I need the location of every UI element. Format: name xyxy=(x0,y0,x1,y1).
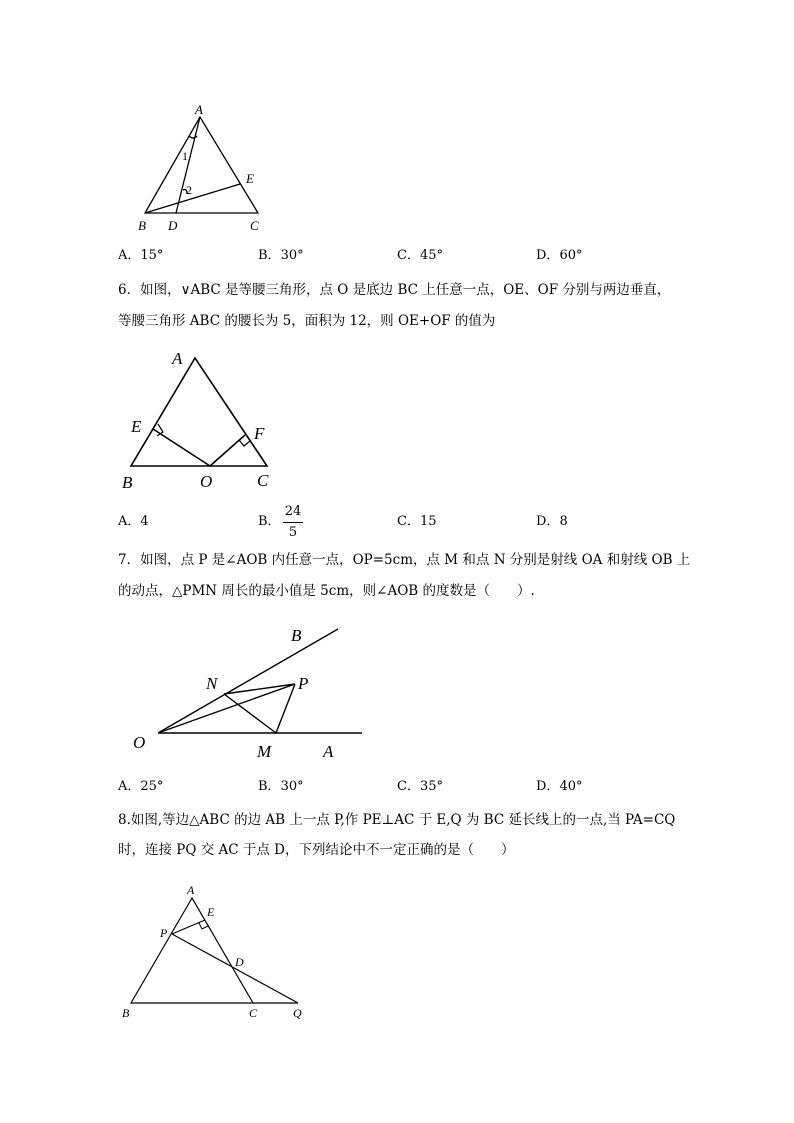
q6-label-a: A xyxy=(172,349,183,368)
q5-label-a: A xyxy=(195,102,203,117)
q6-option-d: D．8 xyxy=(536,514,568,529)
q6-stem-line1: 6．如图，∨ABC 是等腰三角形，点 O 是底边 BC 上任意一点，OE、OF 分别与两边垂直， xyxy=(118,282,671,298)
q7-stem-line2: 的动点，△PMN 周长的最小值是 5cm，则∠AOB 的度数是（ ）. xyxy=(118,583,535,599)
q7-option-b: B．30° xyxy=(258,779,304,794)
q6-option-b-numerator: 24 xyxy=(283,504,303,523)
q7-label-p: P xyxy=(298,674,309,693)
q5-label-c: C xyxy=(250,218,259,233)
q8-stem-line2: 时，连接 PQ 交 AC 于点 D，下列结论中不一定正确的是（ ） xyxy=(118,842,515,858)
q5-option-d: D．60° xyxy=(536,248,583,263)
q8-label-p: P xyxy=(160,926,168,940)
q8-label-q: Q xyxy=(293,1006,302,1020)
q6-label-e: E xyxy=(131,417,142,436)
q7-stem-line1: 7．如图，点 P 是∠AOB 内任意一点，OP=5cm，点 M 和点 N 分别是射线 OA 和射线 OB 上 xyxy=(118,552,691,568)
q8-stem-line1: 8.如图,等边△ABC 的边 AB 上一点 P,作 PE⊥AC 于 E,Q 为 BC 延长线上的一点,当 PA=CQ xyxy=(118,812,676,828)
q7-label-o: O xyxy=(133,733,146,752)
q6-option-c: C．15 xyxy=(397,514,437,529)
q6-label-c: C xyxy=(257,471,269,490)
q5-label-2: 2 xyxy=(186,183,192,197)
q5-option-a: A．15° xyxy=(118,248,164,263)
q7-label-a: A xyxy=(323,742,334,761)
q6-stem-line2: 等腰三角形 ABC 的腰长为 5，面积为 12，则 OE+OF 的值为 xyxy=(118,313,496,329)
q7-label-n: N xyxy=(206,674,218,693)
q5-option-b: B．30° xyxy=(258,248,304,263)
q8-triangle-abc xyxy=(131,898,253,1003)
q7-label-b: B xyxy=(291,626,302,645)
q5-label-d: D xyxy=(168,218,178,233)
q8-label-a: A xyxy=(187,883,195,897)
q7-option-d: D．40° xyxy=(536,779,583,794)
q7-option-c: C．35° xyxy=(397,779,443,794)
q5-label-e: E xyxy=(246,171,254,186)
q5-label-1: 1 xyxy=(182,149,188,163)
q7-option-a: A．25° xyxy=(118,779,164,794)
q6-option-a: A．4 xyxy=(118,514,149,529)
q8-label-e: E xyxy=(207,905,215,919)
q6-label-o: O xyxy=(200,472,213,491)
q7-label-m: M xyxy=(257,742,272,761)
q5-option-c: C．45° xyxy=(397,248,443,263)
q6-label-f: F xyxy=(254,424,265,443)
q5-label-b: B xyxy=(138,218,146,233)
q8-label-c: C xyxy=(249,1006,258,1020)
q6-option-b-denominator: 5 xyxy=(288,525,298,540)
q6-option-b-letter: B． xyxy=(258,514,281,529)
q6-label-b: B xyxy=(122,473,133,492)
q8-label-b: B xyxy=(122,1006,130,1020)
q8-label-d: D xyxy=(235,955,244,969)
q8-segment-pe xyxy=(172,920,205,934)
